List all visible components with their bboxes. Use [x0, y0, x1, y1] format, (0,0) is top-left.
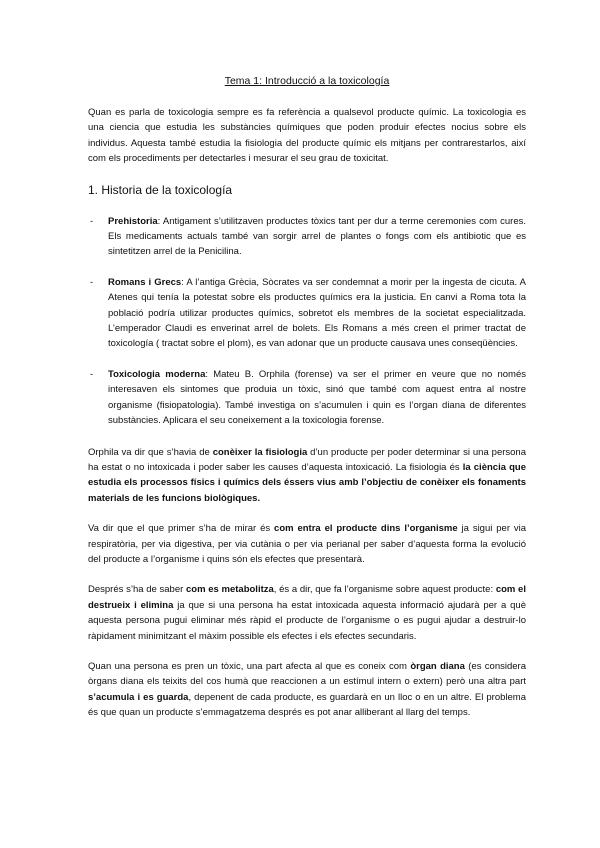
bullet-term: Prehistoria — [108, 215, 158, 227]
section-heading-historia: 1. Historia de la toxicología — [88, 182, 233, 197]
paragraph-fisiologia: Orphila va dir que s’havia de conèixer la fisiologia d’un producte per poder determinar si una persona ha estat o no intoxicada i poder saber les causes d’aquesta intoxicació. La fisiologia és la ciència que estudia els processos físics i químics dels éssers vius amb l’objectiu de conèixer els fonaments materials de les funcions biològiques. — [88, 446, 526, 504]
history-list — [88, 214, 526, 429]
bullet-term: Toxicologia moderna — [108, 368, 206, 380]
paragraph-organ-diana: Quan una persona es pren un tòxic, una part afecta al que es coneix com òrgan diana (es considera òrgans diana els teixits del cos humà que reaccionen a un estímul intern o extern) però una altra part s’acumula i es guarda, depenent de cada producte, es guardarà en un lloc o en un altre. El problema és que quan un producte s’emmagatzema després es pot anar alliberant al llarg del temps. — [88, 660, 527, 719]
paragraph-metabolitza: Després s’ha de saber com es metabolitza, és a dir, que fa l’organisme sobre aquest producte: com el destrueix i elimina ja que si una persona ha estat intoxicada aquesta informació ajudarà per a què aquesta persona pugui eliminar més ràpid el producte de l’organisme o es pugui ajudar a destruir-lo ràpidament minimitzant el màxim possible els efectes i els efectes secundaris. — [88, 584, 526, 642]
list-item-romans-grecs: - Romans i Grecs: A l’antiga Grècia, Sòcrates va ser condemnat a morir per la ingesta de cicuta. A Atenes qui tenía la potestat sobre els productes químics era la justicia. En canvi a Roma tota la població podría utilizar productes químics, sobretot els membres de la societat especialitzada. L’emperador Claudi es enverinat arrel de bolets. Els Romans a més creen el primer tractat de toxicología ( tractat sobre el plom), es van adonar que un producte causava unes conseqüències. — [90, 276, 526, 350]
bullet-dash: - — [90, 276, 94, 288]
bullet-text: A l’antiga Grècia, Sòcrates va ser condemnat a morir per la ingesta de cicuta. A Atenes qui tenía la potestat sobre els productes químics era la justicia. En canvi a Roma tota la població podría utilizar productes químics, sobretot els membres de la societat especialitzada. L’emperador Claudi es enverinat arrel de bolets. Els Romans a més creen el primer tractat de toxicología ( tractat sobre el plom), es van adonar que un producte causava unes conseqüències. — [108, 276, 526, 350]
bullet-dash: - — [90, 215, 94, 227]
intro-paragraph: Quan es parla de toxicologia sempre es fa referència a qualsevol producte químic. La toxicologia es una ciencia que estudia les substàncies químiques que poden produir efectes nocius sobre els individus. Aquesta també estudia la fisiologia del producte químic els mitjans per contrarestarlos, així com els procediments per detectarles i mesurar el seu grau de toxicitat. — [88, 107, 526, 165]
bullet-text: Antigament s’utilitzaven productes tòxics tant per dur a terme ceremonies com cures. Els medicaments actuals també van sorgir arrel de plantes o fongs com els antibiotic que es sintetitzen arrel de la Penicilina. — [108, 215, 526, 258]
paragraph-entrada: Va dir que el que primer s’ha de mirar és com entra el producte dins l’organisme ja sigui per via respiratòria, per via digestiva, per via cutània o per via perianal per saber d’aquesta forma la evolució del producte a l’organisme i quins són els efectes que presentarà. — [88, 523, 527, 565]
document-page — [88, 74, 526, 736]
list-item-prehistoria: - Prehistoria: Antigament s’utilitzaven productes tòxics tant per dur a terme ceremonies com cures. Els medicaments actuals també van sorgir arrel de plantes o fongs com els antibiotic que es sintetitzen arrel de la Penicilina. — [90, 215, 526, 258]
bullet-dash: - — [90, 368, 94, 380]
list-item-toxicologia-moderna: - Toxicologia moderna: Mateu B. Orphila (forense) va ser el primer en veure que no només interesaven els sintomes que produia un tòxic, sinó que també com aquest entra al nostre organisme (fisiopatologia). També investiga on s’acumulen i quin es l’organ diana de diferentes substàncies. Aplicara el seu coneixement a la toxicologia forense. — [90, 368, 527, 427]
bullet-term: Romans i Grecs — [108, 276, 182, 288]
bullet-text: Mateu B. Orphila (forense) va ser el primer en veure que no només interesaven els sintomes que produia un tòxic, sinó que també com aquest entra al nostre organisme (fisiopatologia). També investiga on s’acumulen i quin es l’organ diana de diferentes substàncies. Aplicara el seu coneixement a la toxicologia forense. — [108, 368, 527, 427]
document-title: Tema 1: Introducció a la toxicología — [224, 75, 390, 87]
